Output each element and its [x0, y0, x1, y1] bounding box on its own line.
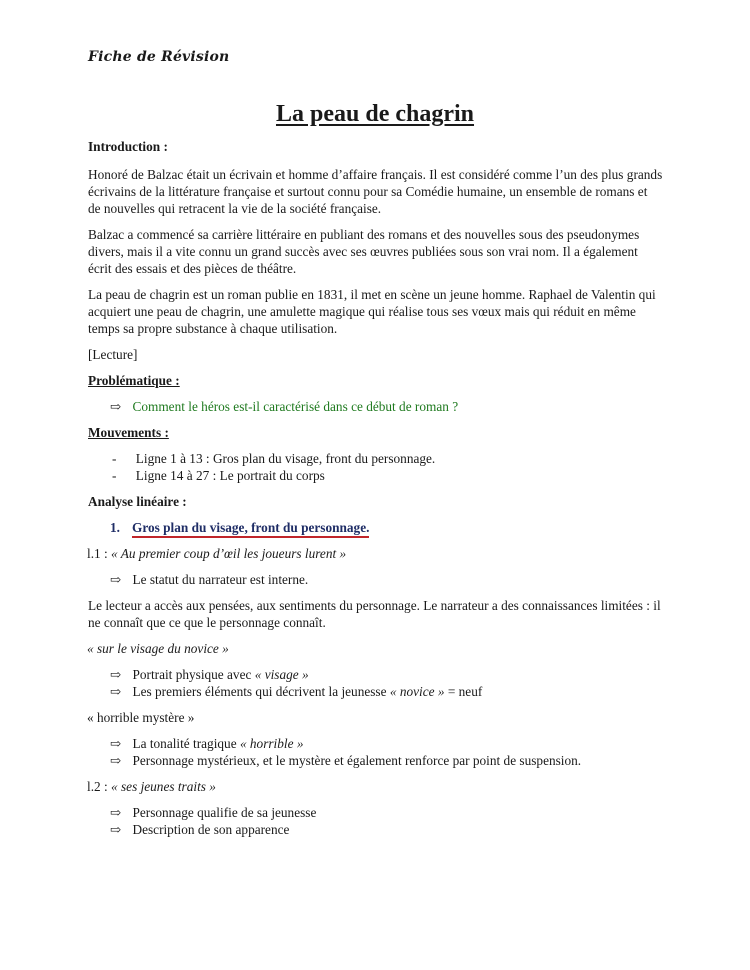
mouvement-text: Ligne 1 à 13 : Gros plan du visage, front du personnage. — [135, 451, 436, 466]
analyse-heading: Analyse linéaire : — [88, 494, 187, 509]
problematique-heading: Problématique : — [88, 373, 180, 388]
list-item: ⇨ La tonalité tragique « horrible » — [110, 736, 304, 751]
section-number: 1. — [110, 520, 120, 535]
quote-visage-novice: « sur le visage du novice » — [87, 641, 229, 656]
arrow-icon: ⇨ — [110, 822, 122, 837]
arrow-icon: ⇨ — [110, 753, 122, 768]
mouvement-text: Ligne 14 à 27 : Le portrait du corps — [135, 468, 325, 483]
line-quote: « Au premier coup d’œil les joueurs lurent » — [111, 546, 347, 561]
list-item — [88, 467, 663, 484]
line-label: l.2 : — [87, 779, 112, 794]
intro-paragraph-2: Balzac a commencé sa carrière littéraire en publiant des romans et des nouvelles sous des pseudonymes divers, mais il a vite connu un grand succès avec ses œuvres publiées sous son vrai nom. Il a également écrit des essais et des pièces de théâtre. — [88, 227, 640, 276]
problematique-item — [88, 398, 663, 415]
mouvements-list — [88, 450, 663, 484]
intro-heading: Introduction : — [88, 139, 168, 154]
arrow-icon: ⇨ — [110, 684, 122, 699]
l1-reference — [87, 545, 663, 562]
arrow-icon: ⇨ — [110, 399, 122, 414]
intro-paragraph-3: La peau de chagrin est un roman publie en 1831, il met en scène un jeune homme. Raphael de Valentin qui acquiert une peau de chagrin, une amulette magique qui réalise tous ses vœux mais qui réduit en même temps sa propre substance à chaque utilisation. — [88, 287, 656, 336]
quote-horrible-mystere: « horrible mystère » — [87, 710, 195, 725]
list-item — [88, 450, 663, 467]
arrow-icon: ⇨ — [110, 805, 122, 820]
section-title: Gros plan du visage, front du personnage. — [132, 520, 369, 538]
list-item: ⇨ Personnage mystérieux, et le mystère et également renforce par point de suspension. — [110, 753, 582, 768]
list-item: ⇨ Les premiers éléments qui décrivent la jeunesse « novice » = neuf — [110, 684, 483, 699]
quote-visage-points — [88, 666, 663, 700]
dash-bullet: - — [112, 468, 117, 483]
l1-paragraph: Le lecteur a accès aux pensées, aux sentiments du personnage. Le narrateur a des connaissances limitées : il ne connaît que ce que le personnage connaît. — [88, 598, 661, 630]
dash-bullet: - — [112, 451, 117, 466]
document-body — [88, 138, 663, 838]
page-title: La peau de chagrin — [275, 101, 475, 127]
arrow-icon: ⇨ — [110, 572, 122, 587]
arrow-icon: ⇨ — [110, 736, 122, 751]
l2-points — [88, 804, 663, 838]
problematique-question: Comment le héros est-il caractérisé dans ce début de roman ? — [132, 399, 459, 414]
arrow-icon: ⇨ — [110, 667, 122, 682]
mouvements-heading: Mouvements : — [88, 425, 169, 440]
line-quote: « ses jeunes traits » — [111, 779, 216, 794]
list-item: ⇨ Description de son apparence — [110, 822, 290, 837]
list-item: ⇨ Portrait physique avec « visage » — [110, 667, 309, 682]
quote-mystere-points — [88, 735, 663, 769]
intro-paragraph-1: Honoré de Balzac était un écrivain et homme d’affaire français. Il est considéré comme l’un des plus grands écrivains de la littérature française et surtout connu pour sa Comédie humaine, un ensemble de romans et de nouvelles qui retracent la vie de la société française. — [88, 167, 663, 216]
l2-reference — [87, 778, 663, 795]
header-script-title: Fiche de Révision — [88, 49, 230, 65]
list-item: ⇨ Personnage qualifie de sa jeunesse — [110, 805, 317, 820]
line-label: l.1 : — [87, 546, 112, 561]
section-heading — [88, 519, 663, 536]
lecture-note: [Lecture] — [88, 347, 138, 362]
l1-point: ⇨ Le statut du narrateur est interne. — [110, 572, 309, 587]
